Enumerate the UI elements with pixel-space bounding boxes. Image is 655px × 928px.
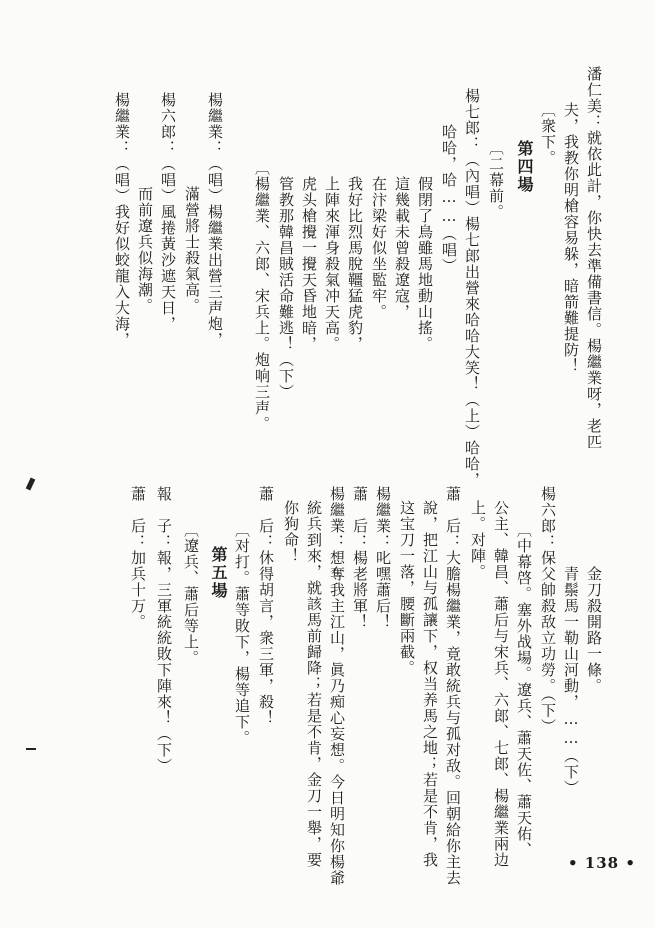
- stage-direction: 〔中幕啓。塞外战場。遼兵、蕭天佐、蕭天佑、: [515, 522, 533, 858]
- stage-direction: 〔楊繼業、六郎、宋兵上。炮响三声。: [253, 160, 271, 432]
- text-column: 楊繼業：叱嘿蕭后！: [374, 486, 392, 630]
- text-column: 这宝刀一落，腰斷兩截。: [398, 500, 416, 676]
- verse-line: 假閉了鳥雖馬地動山搖。: [416, 176, 434, 352]
- verse-line: 在汴梁好似坐監牢。: [370, 176, 388, 320]
- verse-line: 上陣來渾身殺氣冲天高。: [323, 176, 341, 352]
- text-column: 哈哈，哈……（唱）: [440, 124, 458, 274]
- text-column: 蕭 后：休得胡言，衆三軍，殺！: [257, 486, 275, 726]
- verse-line: 虎头槍攪一攪天昏地暗，: [300, 176, 318, 352]
- ink-speck: [26, 478, 36, 491]
- scene-heading: 第四場: [515, 140, 534, 194]
- text-column: 楊繼業：（唱）我好似蛟龍入大海，: [113, 92, 131, 348]
- text-column: 楊六郎：保父帥殺敌立功勞。（下）: [539, 486, 557, 735]
- text-column: 蕭 后：加兵十万。: [129, 486, 147, 630]
- verse-line: 管教那韓昌賊活命難逃！（下）: [277, 176, 295, 400]
- text-column: 楊繼業：想奪我主江山，眞乃痴心妄想。今日明知你楊爺: [328, 486, 346, 886]
- stage-direction: 〔衆下。: [539, 102, 557, 166]
- text-column: 說，把江山与孤讓下，权当养馬之地；若是不肯，我: [421, 500, 439, 868]
- text-column: 夫，我教你明槍容易躲，暗箭難提防！: [562, 102, 580, 374]
- page-number: • 138 •: [568, 854, 636, 872]
- text-column: 你狗命！: [282, 500, 300, 564]
- verse-line: 我好比烈馬脫韁猛虎豹，: [346, 176, 364, 352]
- text-column: 報 子：報，三軍統統敗下陣來！（下）: [155, 486, 173, 774]
- stage-direction: 〔对打。蕭等敗下，楊等追下。: [233, 522, 251, 746]
- ink-speck: [26, 748, 36, 750]
- text-column: 上。对陣。: [469, 500, 487, 580]
- text-column: 楊七郎：（內唱）楊七郎出營來哈哈大笑！（上）哈哈，: [463, 88, 481, 488]
- text-column: 統兵到來，就該馬前歸降；若是不肯，金刀一舉，要: [305, 500, 323, 868]
- verse-line: 青鬃馬一勒山河動，……（下）: [562, 566, 580, 796]
- text-column: 潘仁美：就依此計，你快去準備書信。楊繼業呀，老匹: [585, 66, 603, 450]
- stage-direction: 〔遼兵、蕭后等上。: [182, 522, 200, 666]
- text-column: 蕭 后：大膽楊繼業，竟敢統兵与孤对敌。回朝給你主去: [444, 486, 462, 886]
- text-column: 蕭 后：楊老將軍！: [351, 486, 369, 630]
- verse-line: 滿營將士殺氣高。: [183, 186, 201, 314]
- text-column: 楊繼業：（唱）楊繼業出營三声炮，: [206, 92, 224, 348]
- verse-line: 這幾載未曾殺遼寇，: [393, 176, 411, 320]
- text-column: 楊六郎：（唱）風捲黃沙遮天日，: [159, 92, 177, 332]
- verse-line: 而前遼兵似海潮。: [136, 186, 154, 314]
- verse-line: 金刀殺開路一條。: [585, 566, 603, 694]
- text-column: 公主、韓昌、蕭后与宋兵、六郎、七郎、楊繼業兩边: [492, 500, 510, 868]
- stage-direction: 〔二幕前。: [487, 140, 505, 220]
- scene-heading: 第五場: [209, 546, 228, 600]
